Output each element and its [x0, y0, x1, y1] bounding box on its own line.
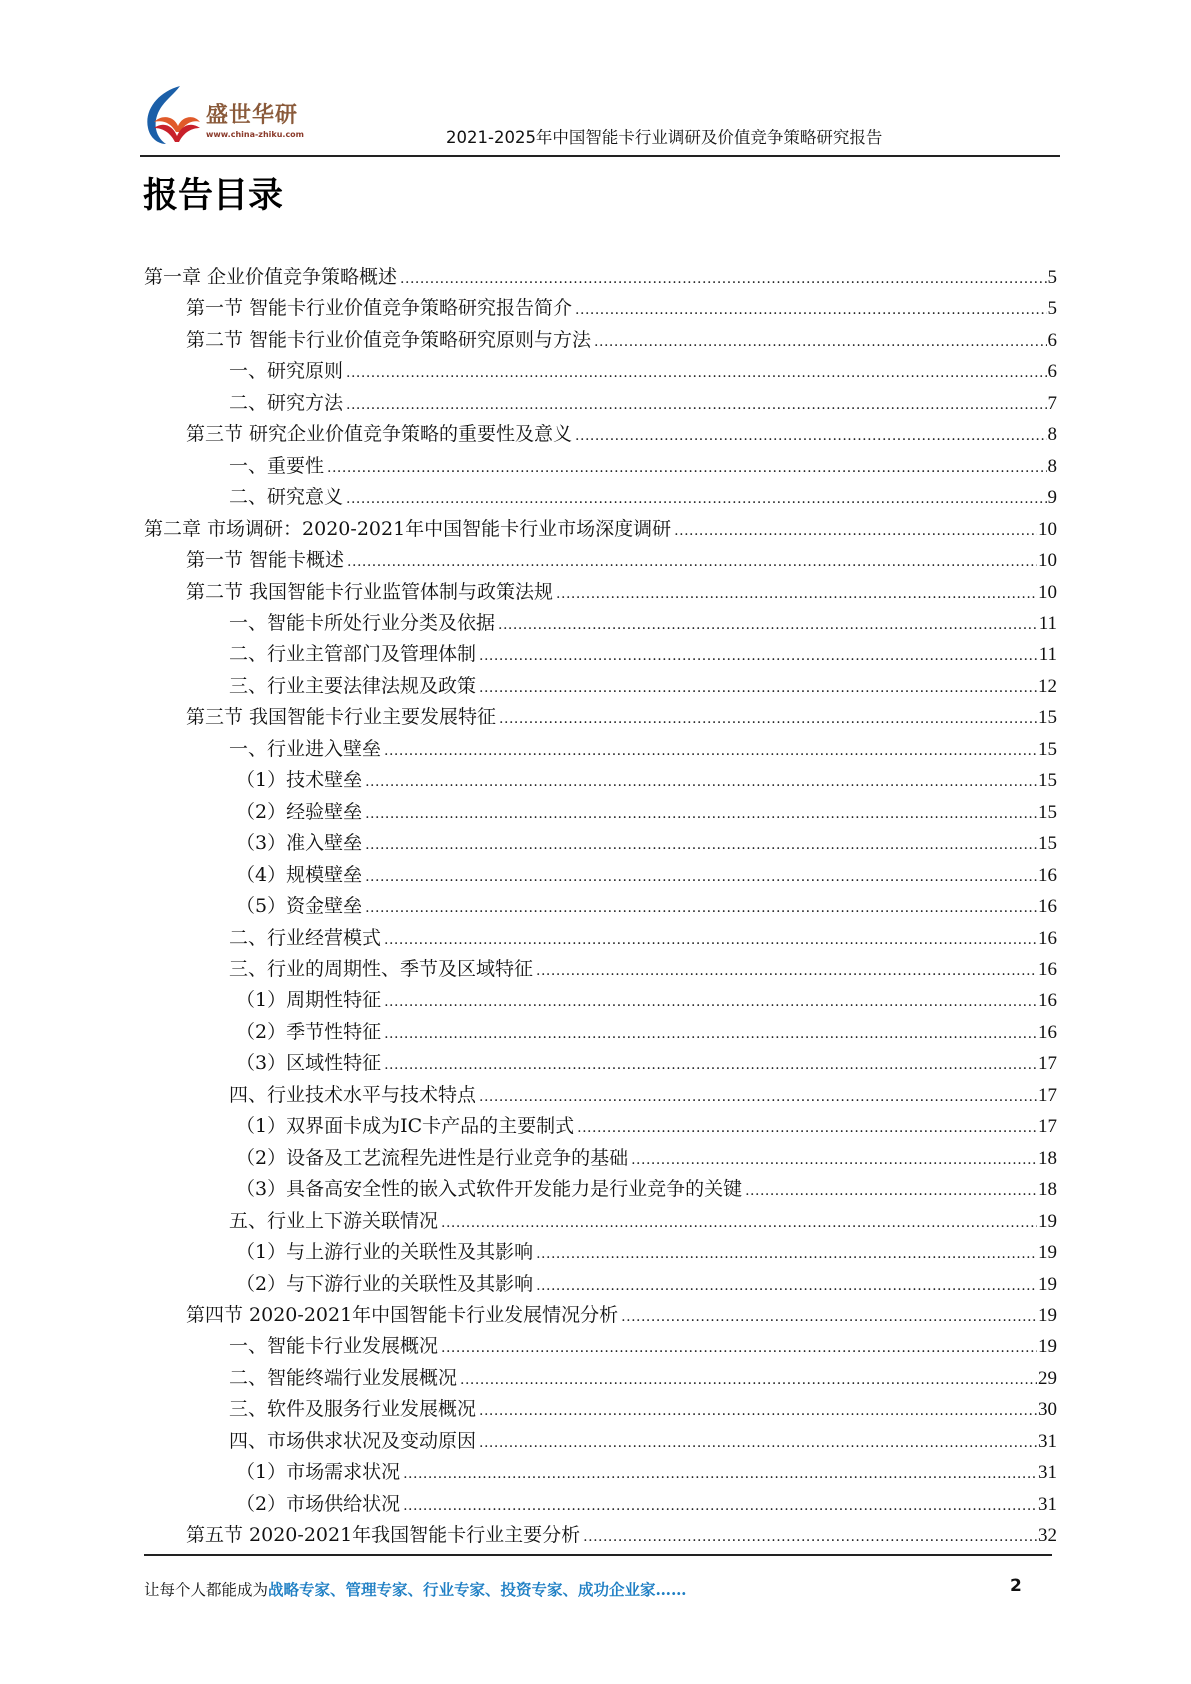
toc-entry-label: （3）准入壁垒 [236, 832, 363, 855]
toc-entry-page: 19 [1038, 1336, 1057, 1358]
toc-entry-label: 一、智能卡行业发展概况 [229, 1335, 439, 1358]
toc-entry-label: （1）与上游行业的关联性及其影响 [236, 1241, 534, 1264]
toc-entry[interactable] [144, 1520, 1057, 1551]
toc-entry-page: 19 [1038, 1304, 1057, 1326]
toc-entry-label: （1）双界面卡成为IC卡产品的主要制式 [236, 1115, 575, 1138]
toc-entry-page: 15 [1038, 801, 1057, 823]
toc-entry[interactable] [144, 1331, 1057, 1362]
toc-entry[interactable] [144, 954, 1057, 985]
toc-entry-label: 第二章 市场调研：2020-2021年中国智能卡行业市场深度调研 [144, 517, 672, 540]
toc-entry-page: 31 [1038, 1430, 1057, 1452]
toc-entry-page: 16 [1038, 896, 1057, 918]
toc-dot-leader [365, 806, 1037, 822]
toc-entry[interactable] [144, 577, 1057, 608]
toc-entry-page: 32 [1038, 1525, 1057, 1547]
toc-dot-leader [594, 334, 1046, 350]
toc-entry[interactable] [144, 860, 1057, 891]
toc-entry[interactable] [144, 1394, 1057, 1425]
toc-entry-label: 二、行业经营模式 [229, 926, 382, 949]
toc-entry-label: （2）市场供给状况 [236, 1492, 401, 1515]
toc-entry-page: 31 [1038, 1493, 1057, 1515]
toc-entry-page: 16 [1038, 1021, 1057, 1043]
toc-entry-label: 第一节 智能卡概述 [186, 549, 345, 572]
logo-icon [140, 84, 204, 148]
toc-dot-leader [384, 743, 1037, 759]
toc-dot-leader [441, 1340, 1037, 1356]
toc-entry[interactable] [144, 923, 1057, 954]
toc-entry[interactable] [144, 388, 1057, 419]
toc-entry[interactable] [144, 639, 1057, 670]
toc-entry-page: 19 [1038, 1210, 1057, 1232]
toc-dot-leader [365, 900, 1037, 916]
toc-dot-leader [403, 1466, 1037, 1482]
toc-entry[interactable] [144, 702, 1057, 733]
toc-entry[interactable] [144, 985, 1057, 1016]
toc-entry-label: 一、研究原则 [229, 360, 344, 383]
toc-entry[interactable] [144, 545, 1057, 576]
toc-entry[interactable] [144, 1426, 1057, 1457]
toc-entry-label: 一、智能卡所处行业分类及依据 [229, 611, 496, 634]
toc-dot-leader [346, 397, 1046, 413]
footer-slogan-highlight: 战略专家、管理专家、行业专家、投资专家、成功企业家…… [268, 1580, 687, 1599]
toc-entry-label: 第一章 企业价值竞争策略概述 [144, 266, 398, 288]
toc-entry[interactable] [144, 671, 1057, 702]
toc-dot-leader [403, 1498, 1037, 1514]
toc-entry-page: 16 [1038, 990, 1057, 1012]
toc-entry-page: 8 [1047, 424, 1057, 446]
toc-dot-leader [384, 932, 1037, 948]
toc-entry[interactable] [144, 1048, 1057, 1079]
footer-divider [144, 1554, 1052, 1556]
toc-entry[interactable] [144, 608, 1057, 639]
toc-dot-leader [384, 994, 1037, 1010]
toc-dot-leader [583, 1529, 1037, 1545]
toc-dot-leader [577, 1120, 1037, 1136]
toc-dot-leader [479, 1089, 1037, 1105]
toc-entry-label: （2）季节性特征 [236, 1020, 382, 1043]
toc-dot-leader [479, 680, 1037, 696]
toc-entry[interactable] [144, 1269, 1057, 1300]
toc-entry-label: 第五节 2020-2021年我国智能卡行业主要分析 [186, 1524, 581, 1547]
toc-entry[interactable] [144, 1363, 1057, 1394]
report-title: 2021-2025年中国智能卡行业调研及价值竞争策略研究报告 [446, 128, 883, 147]
toc-entry-page: 30 [1038, 1399, 1057, 1421]
toc-entry[interactable] [144, 1206, 1057, 1237]
toc-entry[interactable] [144, 1457, 1057, 1488]
toc-entry-label: （1）技术壁垒 [236, 769, 363, 792]
toc-dot-leader [536, 1246, 1037, 1262]
logo-text: 盛世华研 [206, 103, 299, 128]
toc-entry-page: 15 [1038, 707, 1057, 729]
toc-dot-leader [365, 837, 1037, 853]
toc-entry[interactable] [144, 1174, 1057, 1205]
toc-dot-leader [441, 1215, 1037, 1231]
toc-entry-page: 17 [1038, 1084, 1057, 1106]
toc-entry[interactable] [144, 419, 1057, 450]
toc-dot-leader [499, 711, 1037, 727]
company-logo [140, 84, 310, 148]
toc-entry[interactable] [144, 451, 1057, 482]
toc-entry-label: 三、行业主要法律法规及政策 [229, 674, 477, 697]
toc-entry-page: 18 [1038, 1179, 1057, 1201]
toc-entry[interactable] [144, 797, 1057, 828]
toc-dot-leader [384, 1057, 1037, 1073]
logo-url: www.china-zhiku.com [206, 130, 305, 139]
toc-entry[interactable] [144, 1300, 1057, 1331]
toc-entry-label: 第二节 我国智能卡行业监管体制与政策法规 [186, 580, 554, 603]
toc-entry[interactable] [144, 325, 1057, 356]
footer-slogan-prefix: 让每个人都能成为 [144, 1581, 269, 1599]
toc-entry-page: 31 [1038, 1462, 1057, 1484]
toc-entry[interactable] [144, 1111, 1057, 1142]
toc-dot-leader [498, 617, 1038, 633]
toc-dot-leader [621, 1309, 1037, 1325]
toc-entry-page: 16 [1038, 864, 1057, 886]
toc-entry-label: （2）与下游行业的关联性及其影响 [236, 1272, 534, 1295]
page-number: 2 [1010, 1576, 1022, 1596]
toc-entry-page: 5 [1047, 298, 1057, 320]
toc-entry[interactable] [144, 293, 1057, 324]
toc-entry-label: （1）周期性特征 [236, 989, 382, 1012]
toc-entry-label: 五、行业上下游关联情况 [229, 1209, 439, 1232]
toc-dot-leader [365, 869, 1037, 885]
toc-entry-label: 第一节 智能卡行业价值竞争策略研究报告简介 [186, 297, 573, 320]
toc-dot-leader [460, 1372, 1037, 1388]
toc-entry-page: 9 [1047, 487, 1057, 509]
toc-entry-page: 16 [1038, 958, 1057, 980]
toc-dot-leader [631, 1152, 1037, 1168]
toc-dot-leader [575, 302, 1046, 318]
toc-entry-label: 四、行业技术水平与技术特点 [229, 1083, 477, 1106]
toc-entry-page: 15 [1038, 770, 1057, 792]
toc-entry[interactable] [144, 734, 1057, 765]
toc-entry-page: 10 [1038, 518, 1057, 540]
toc-dot-leader [479, 1435, 1037, 1451]
toc-entry-label: 一、行业进入壁垒 [229, 737, 382, 760]
toc-entry-label: 二、智能终端行业发展概况 [229, 1366, 458, 1389]
header-divider [140, 155, 1060, 157]
toc-entry-page: 17 [1038, 1053, 1057, 1075]
toc-entry-page: 6 [1047, 361, 1057, 383]
toc-entry-label: （3）区域性特征 [236, 1052, 382, 1075]
toc-entry-label: 一、重要性 [229, 454, 325, 477]
toc-dot-leader [347, 554, 1037, 570]
toc-dot-leader [745, 1183, 1037, 1199]
toc-entry[interactable] [144, 262, 1057, 293]
toc-entry-label: （1）市场需求状况 [236, 1461, 401, 1484]
toc-entry-label: （2）设备及工艺流程先进性是行业竞争的基础 [236, 1146, 629, 1169]
toc-entry-page: 15 [1038, 738, 1057, 760]
toc-entry-label: 二、研究方法 [229, 391, 344, 414]
toc-dot-leader [556, 586, 1037, 602]
toc-entry[interactable] [144, 891, 1057, 922]
toc-entry-page: 8 [1047, 455, 1057, 477]
toc-entry-label: 四、市场供求状况及变动原因 [229, 1429, 477, 1452]
toc-entry-label: 三、软件及服务行业发展概况 [229, 1398, 477, 1421]
toc-entry-page: 19 [1038, 1273, 1057, 1295]
toc-entry-label: 第三节 研究企业价值竞争策略的重要性及意义 [186, 423, 573, 446]
toc-dot-leader [384, 1026, 1037, 1042]
toc-dot-leader [365, 774, 1037, 790]
toc-entry[interactable] [144, 356, 1057, 387]
toc-entry-page: 5 [1047, 267, 1057, 288]
toc-entry-page: 12 [1038, 675, 1057, 697]
toc-entry-page: 17 [1038, 1116, 1057, 1138]
toc-entry-label: 二、行业主管部门及管理体制 [229, 643, 477, 666]
toc-entry[interactable] [144, 1080, 1057, 1111]
toc-entry[interactable] [144, 1017, 1057, 1048]
toc-entry-page: 29 [1038, 1367, 1057, 1389]
toc-dot-leader [536, 1278, 1037, 1294]
toc-entry-page: 7 [1047, 392, 1057, 414]
toc-entry[interactable] [144, 1237, 1057, 1268]
toc-entry-label: 第二节 智能卡行业价值竞争策略研究原则与方法 [186, 328, 592, 351]
toc-dot-leader [327, 460, 1046, 476]
toc-entry-page: 19 [1038, 1242, 1057, 1264]
toc-dot-leader [400, 271, 1046, 287]
toc-entry-label: （4）规模壁垒 [236, 863, 363, 886]
toc-dot-leader [346, 365, 1046, 381]
toc-entry[interactable] [144, 482, 1057, 513]
toc-entry[interactable] [144, 765, 1057, 796]
toc-dot-leader [346, 491, 1046, 507]
toc-entry[interactable] [144, 1143, 1057, 1174]
toc-entry-label: （5）资金壁垒 [236, 895, 363, 918]
toc-entry-page: 11 [1038, 612, 1057, 634]
toc-entry-page: 10 [1038, 581, 1057, 603]
toc-entry-label: 三、行业的周期性、季节及区域特征 [229, 957, 534, 980]
toc-entry-label: 二、研究意义 [229, 486, 344, 509]
toc-dot-leader [479, 648, 1038, 664]
toc-entry-label: （2）经验壁垒 [236, 800, 363, 823]
toc-dot-leader [575, 428, 1046, 444]
toc-entry-page: 10 [1038, 550, 1057, 572]
toc-entry-label: （3）具备高安全性的嵌入式软件开发能力是行业竞争的关键 [236, 1178, 743, 1201]
table-of-contents [144, 262, 1057, 1552]
toc-entry-page: 15 [1038, 833, 1057, 855]
toc-dot-leader [479, 1403, 1037, 1419]
toc-entry-page: 18 [1038, 1147, 1057, 1169]
toc-entry-page: 11 [1038, 644, 1057, 666]
toc-entry-page: 6 [1047, 329, 1057, 351]
toc-dot-leader [536, 963, 1037, 979]
page-title: 报告目录 [143, 176, 284, 216]
toc-entry-label: 第三节 我国智能卡行业主要发展特征 [186, 706, 497, 729]
toc-entry[interactable] [144, 828, 1057, 859]
toc-entry[interactable] [144, 1489, 1057, 1520]
toc-entry-page: 16 [1038, 927, 1057, 949]
footer-slogan [144, 1578, 687, 1600]
toc-dot-leader [674, 523, 1037, 539]
toc-entry-label: 第四节 2020-2021年中国智能卡行业发展情况分析 [186, 1303, 619, 1326]
toc-entry[interactable] [144, 514, 1057, 545]
